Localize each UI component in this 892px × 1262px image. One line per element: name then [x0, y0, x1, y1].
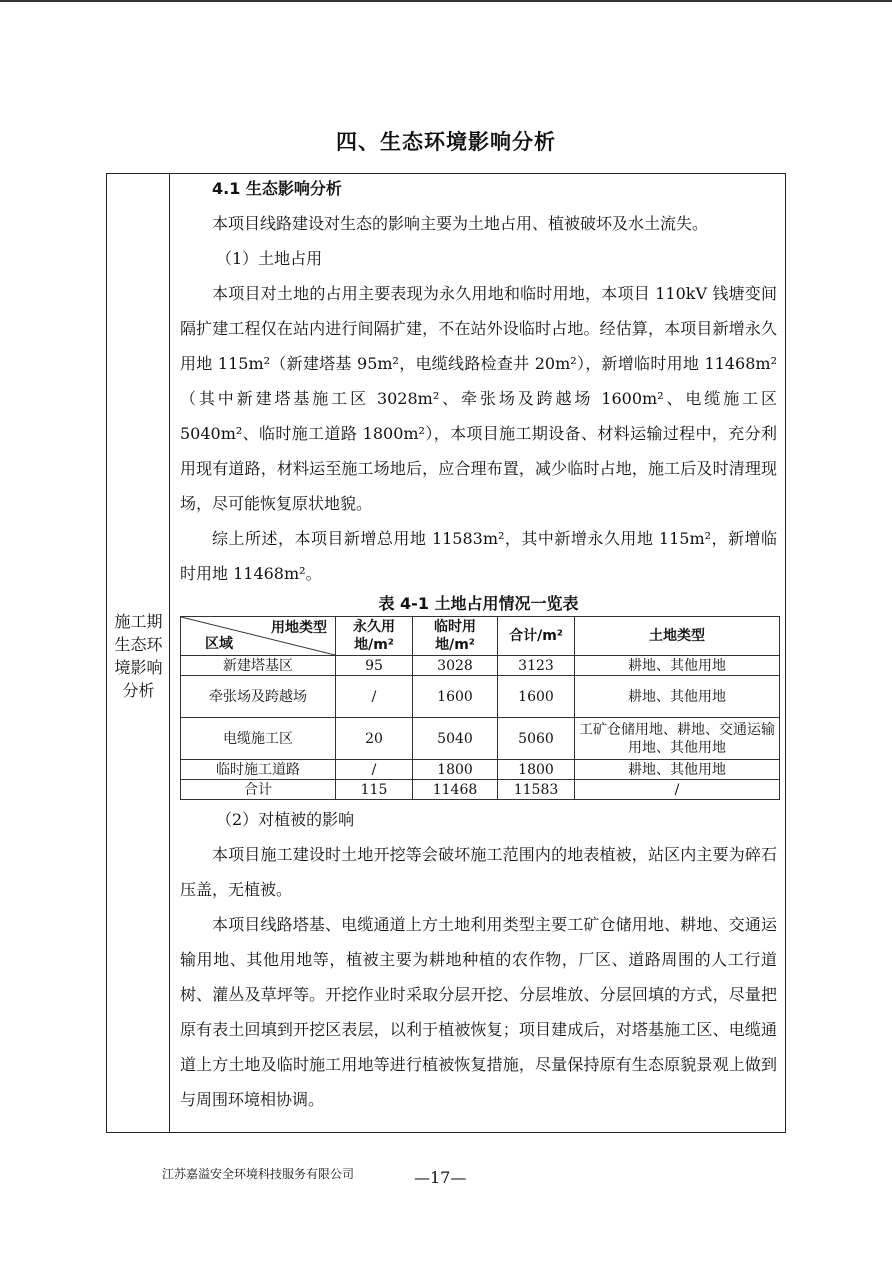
- table-total-row: [181, 780, 780, 800]
- top-rule: [0, 0, 892, 2]
- cell-total: 5060: [498, 718, 575, 760]
- section-heading: 4.1 生态影响分析: [212, 179, 342, 198]
- header-type: 用地类型: [271, 620, 327, 636]
- cell-landtype: /: [575, 780, 780, 800]
- header-landtype: 土地类型: [575, 617, 780, 656]
- cell-temporary: 1800: [413, 760, 498, 780]
- cell-total: 1600: [498, 676, 575, 718]
- header-permanent: 永久用地/m²: [336, 617, 413, 656]
- page-title: 四、生态环境影响分析: [336, 130, 556, 154]
- section-side-label: 施工期生态环境影响分析: [114, 612, 163, 700]
- intro-paragraph: 本项目线路建设对生态的影响主要为土地占用、植被破坏及水土流失。: [212, 214, 709, 233]
- table-row: [181, 676, 780, 718]
- cell-permanent: 20: [336, 718, 413, 760]
- page-number: —17—: [414, 1168, 467, 1187]
- header-region: 区域: [205, 636, 233, 652]
- header-temporary: 临时用地/m²: [413, 617, 498, 656]
- diagonal-header-cell: [181, 617, 336, 656]
- cell-region: 临时施工道路: [181, 760, 336, 780]
- cell-total: 3123: [498, 656, 575, 676]
- land-paragraph-1: 本项目对土地的占用主要表现为永久用地和临时用地，本项目 110kV 钱塘变间隔扩建工程仅在站内进行间隔扩建，不在站外设临时占地。经估算，本项目新增永久用地 115m²（新建塔基 95m²，电缆线路检查井 20m²），新增临时用地 11468m²（其中新建塔基施工区 3028m²、牵张场及跨越场 1600m²、电缆施工区 5040m²、临时施工道路 1800m²），本项目施工期设备、材料运输过程中，充分利用现有道路，材料运至施工场地后，应合理布置，减少临时占地，施工后及时清理现场，尽可能恢复原状地貌。: [180, 284, 777, 513]
- table-row: [181, 718, 780, 760]
- cell-permanent: /: [336, 760, 413, 780]
- vegetation-paragraph-1: 本项目施工建设时土地开挖等会破坏施工范围内的地表植被，站区内主要为碎石压盖，无植被。: [180, 845, 777, 899]
- table-row: [181, 656, 780, 676]
- cell-permanent: 115: [336, 780, 413, 800]
- cell-region: 牵张场及跨越场: [181, 676, 336, 718]
- table-header-row: [181, 617, 780, 656]
- footer-company: 江苏嘉溢安全环境科技服务有限公司: [162, 1167, 355, 1181]
- land-paragraph-2: 综上所述，本项目新增总用地 11583m²，其中新增永久用地 115m²，新增临时用地 11468m²。: [180, 529, 777, 583]
- cell-temporary: 5040: [413, 718, 498, 760]
- subheading-vegetation: （2）对植被的影响: [216, 810, 355, 829]
- cell-landtype: 耕地、其他用地: [575, 760, 780, 780]
- cell-total: 11583: [498, 780, 575, 800]
- cell-landtype: 工矿仓储用地、耕地、交通运输用地、其他用地: [575, 718, 780, 760]
- header-total: 合计/m²: [498, 617, 575, 656]
- cell-permanent: 95: [336, 656, 413, 676]
- content-frame: [106, 173, 786, 1133]
- cell-region: 合计: [181, 780, 336, 800]
- vegetation-paragraph-2: 本项目线路塔基、电缆通道上方土地利用类型主要工矿仓储用地、耕地、交通运输用地、其他用地等，植被主要为耕地种植的农作物，厂区、道路周围的人工行道树、灌丛及草坪等。开挖作业时采取分层开挖、分层堆放、分层回填的方式，尽量把原有表土回填到开挖区表层，以利于植被恢复；项目建成后，对塔基施工区、电缆通道上方土地及临时施工用地等进行植被恢复措施，尽量保持原有生态原貌景观上做到与周围环境相协调。: [180, 915, 777, 1109]
- cell-landtype: 耕地、其他用地: [575, 656, 780, 676]
- cell-permanent: /: [336, 676, 413, 718]
- cell-temporary: 1600: [413, 676, 498, 718]
- table-caption: 表 4-1 土地占用情况一览表: [378, 594, 579, 613]
- table-row: [181, 760, 780, 780]
- cell-region: 电缆施工区: [181, 718, 336, 760]
- land-use-table: [180, 616, 780, 800]
- cell-region: 新建塔基区: [181, 656, 336, 676]
- subheading-land: （1）土地占用: [216, 249, 323, 268]
- cell-total: 1800: [498, 760, 575, 780]
- left-column: [107, 174, 170, 1132]
- main-content: [170, 174, 785, 1132]
- cell-temporary: 11468: [413, 780, 498, 800]
- cell-landtype: 耕地、其他用地: [575, 676, 780, 718]
- cell-temporary: 3028: [413, 656, 498, 676]
